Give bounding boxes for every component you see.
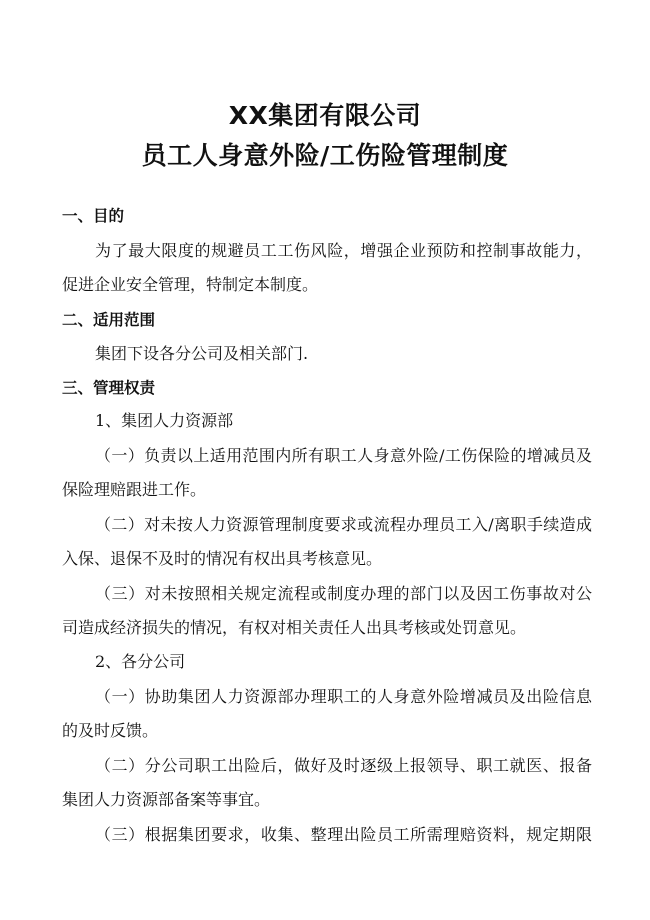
subsection-label-branches: 2、各分公司 xyxy=(95,652,186,671)
hr-item-line: 司造成经济损失的情况，有权对相关责任人出具考核或处罚意见。 xyxy=(62,618,527,637)
branch-item-line: 的及时反馈。 xyxy=(62,721,159,740)
hr-item-line: （二）对未按人力资源管理制度要求或流程办理员工入/离职手续造成 xyxy=(95,515,592,534)
scope-paragraph-line: 集团下设各分公司及相关部门. xyxy=(95,344,309,363)
company-title: XX集团有限公司 xyxy=(228,101,422,130)
policy-title: 员工人身意外险/工伤险管理制度 xyxy=(141,141,509,170)
subsection-label-hr: 1、集团人力资源部 xyxy=(95,411,234,430)
purpose-paragraph-line: 促进企业安全管理，特制定本制度。 xyxy=(62,275,319,294)
branch-item-line: （三）根据集团要求，收集、整理出险员工所需理赔资料，规定期限 xyxy=(95,825,592,844)
hr-item-line: （一）负责以上适用范围内所有职工人身意外险/工伤保险的增减员及 xyxy=(95,446,592,465)
branch-item-line: （二）分公司职工出险后，做好及时逐级上报领导、职工就医、报备 xyxy=(95,756,592,775)
section-heading-responsibilities: 三、管理权责 xyxy=(62,379,156,397)
branch-item-line: （一）协助集团人力资源部办理职工的人身意外险增减员及出险信息 xyxy=(95,687,592,706)
section-heading-purpose: 一、目的 xyxy=(62,207,125,225)
hr-item-line: 入保、退保不及时的情况有权出具考核意见。 xyxy=(62,549,383,568)
hr-item-line: （三）对未按照相关规定流程或制度办理的部门以及因工伤事故对公 xyxy=(95,584,592,603)
branch-item-line: 集团人力资源部备案等事宜。 xyxy=(62,790,271,809)
purpose-paragraph-line: 为了最大限度的规避员工工伤风险，增强企业预防和控制事故能力， xyxy=(95,241,592,260)
section-heading-scope: 二、适用范围 xyxy=(62,311,156,329)
hr-item-line: 保险理赔跟进工作。 xyxy=(62,480,207,499)
